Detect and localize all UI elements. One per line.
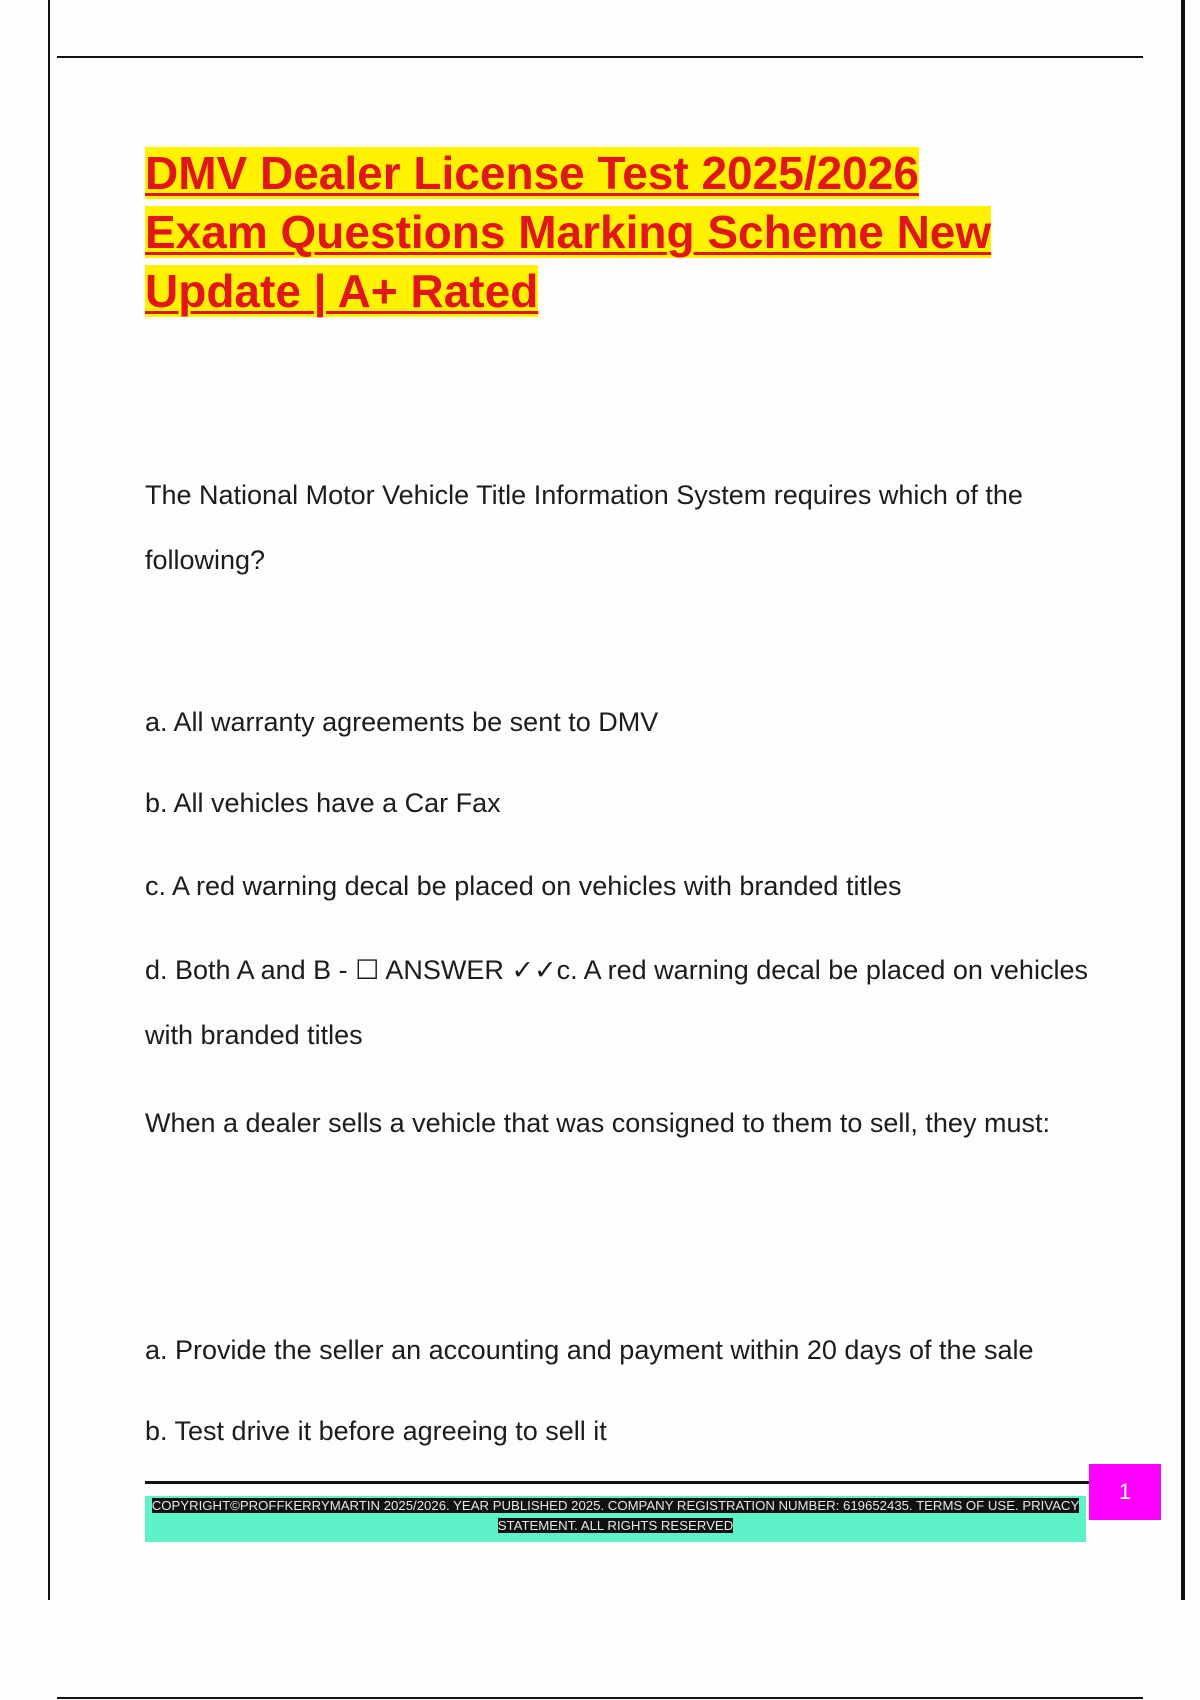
header-rule [57,56,1143,58]
right-page-border [1181,0,1185,1600]
question-1-text: The National Motor Vehicle Title Information System requires which of the following? [145,480,1023,575]
footer-rule [145,1481,1090,1484]
footer-copyright-text: COPYRIGHT©PROFFKERRYMARTIN 2025/2026. YEAR PUBLISHED 2025. COMPANY REGISTRATION NUMBER: 619652435. TERMS OF USE. PRIVACY STATEMENT. ALL RIGHTS RESERVED [151,1498,1080,1533]
question-1-option-a: a. All warranty agreements be sent to DMV [145,707,659,737]
left-page-border [48,0,50,1600]
title-line-2: Exam Questions Marking Scheme New [145,206,992,258]
question-1-option-d-answer: d. Both A and B - ☐ ANSWER ✓✓c. A red warning decal be placed on vehicles with branded titles [145,955,1088,1050]
question-1-option-c: c. A red warning decal be placed on vehicles with branded titles [145,871,902,901]
title-line-3: Update | A+ Rated [145,265,539,317]
question-1-option-b: b. All vehicles have a Car Fax [145,788,501,818]
next-page-top-rule [57,1697,1143,1699]
title-line-1: DMV Dealer License Test 2025/2026 [145,147,919,199]
question-2-option-a: a. Provide the seller an accounting and payment within 20 days of the sale [145,1335,1034,1365]
question-2-option-b: b. Test drive it before agreeing to sell it [145,1416,607,1446]
footer-copyright-band [145,1496,1086,1542]
document-title [145,144,1105,321]
page-number-badge: 1 [1089,1464,1161,1520]
question-2-text: When a dealer sells a vehicle that was consigned to them to sell, they must: [145,1108,1050,1138]
